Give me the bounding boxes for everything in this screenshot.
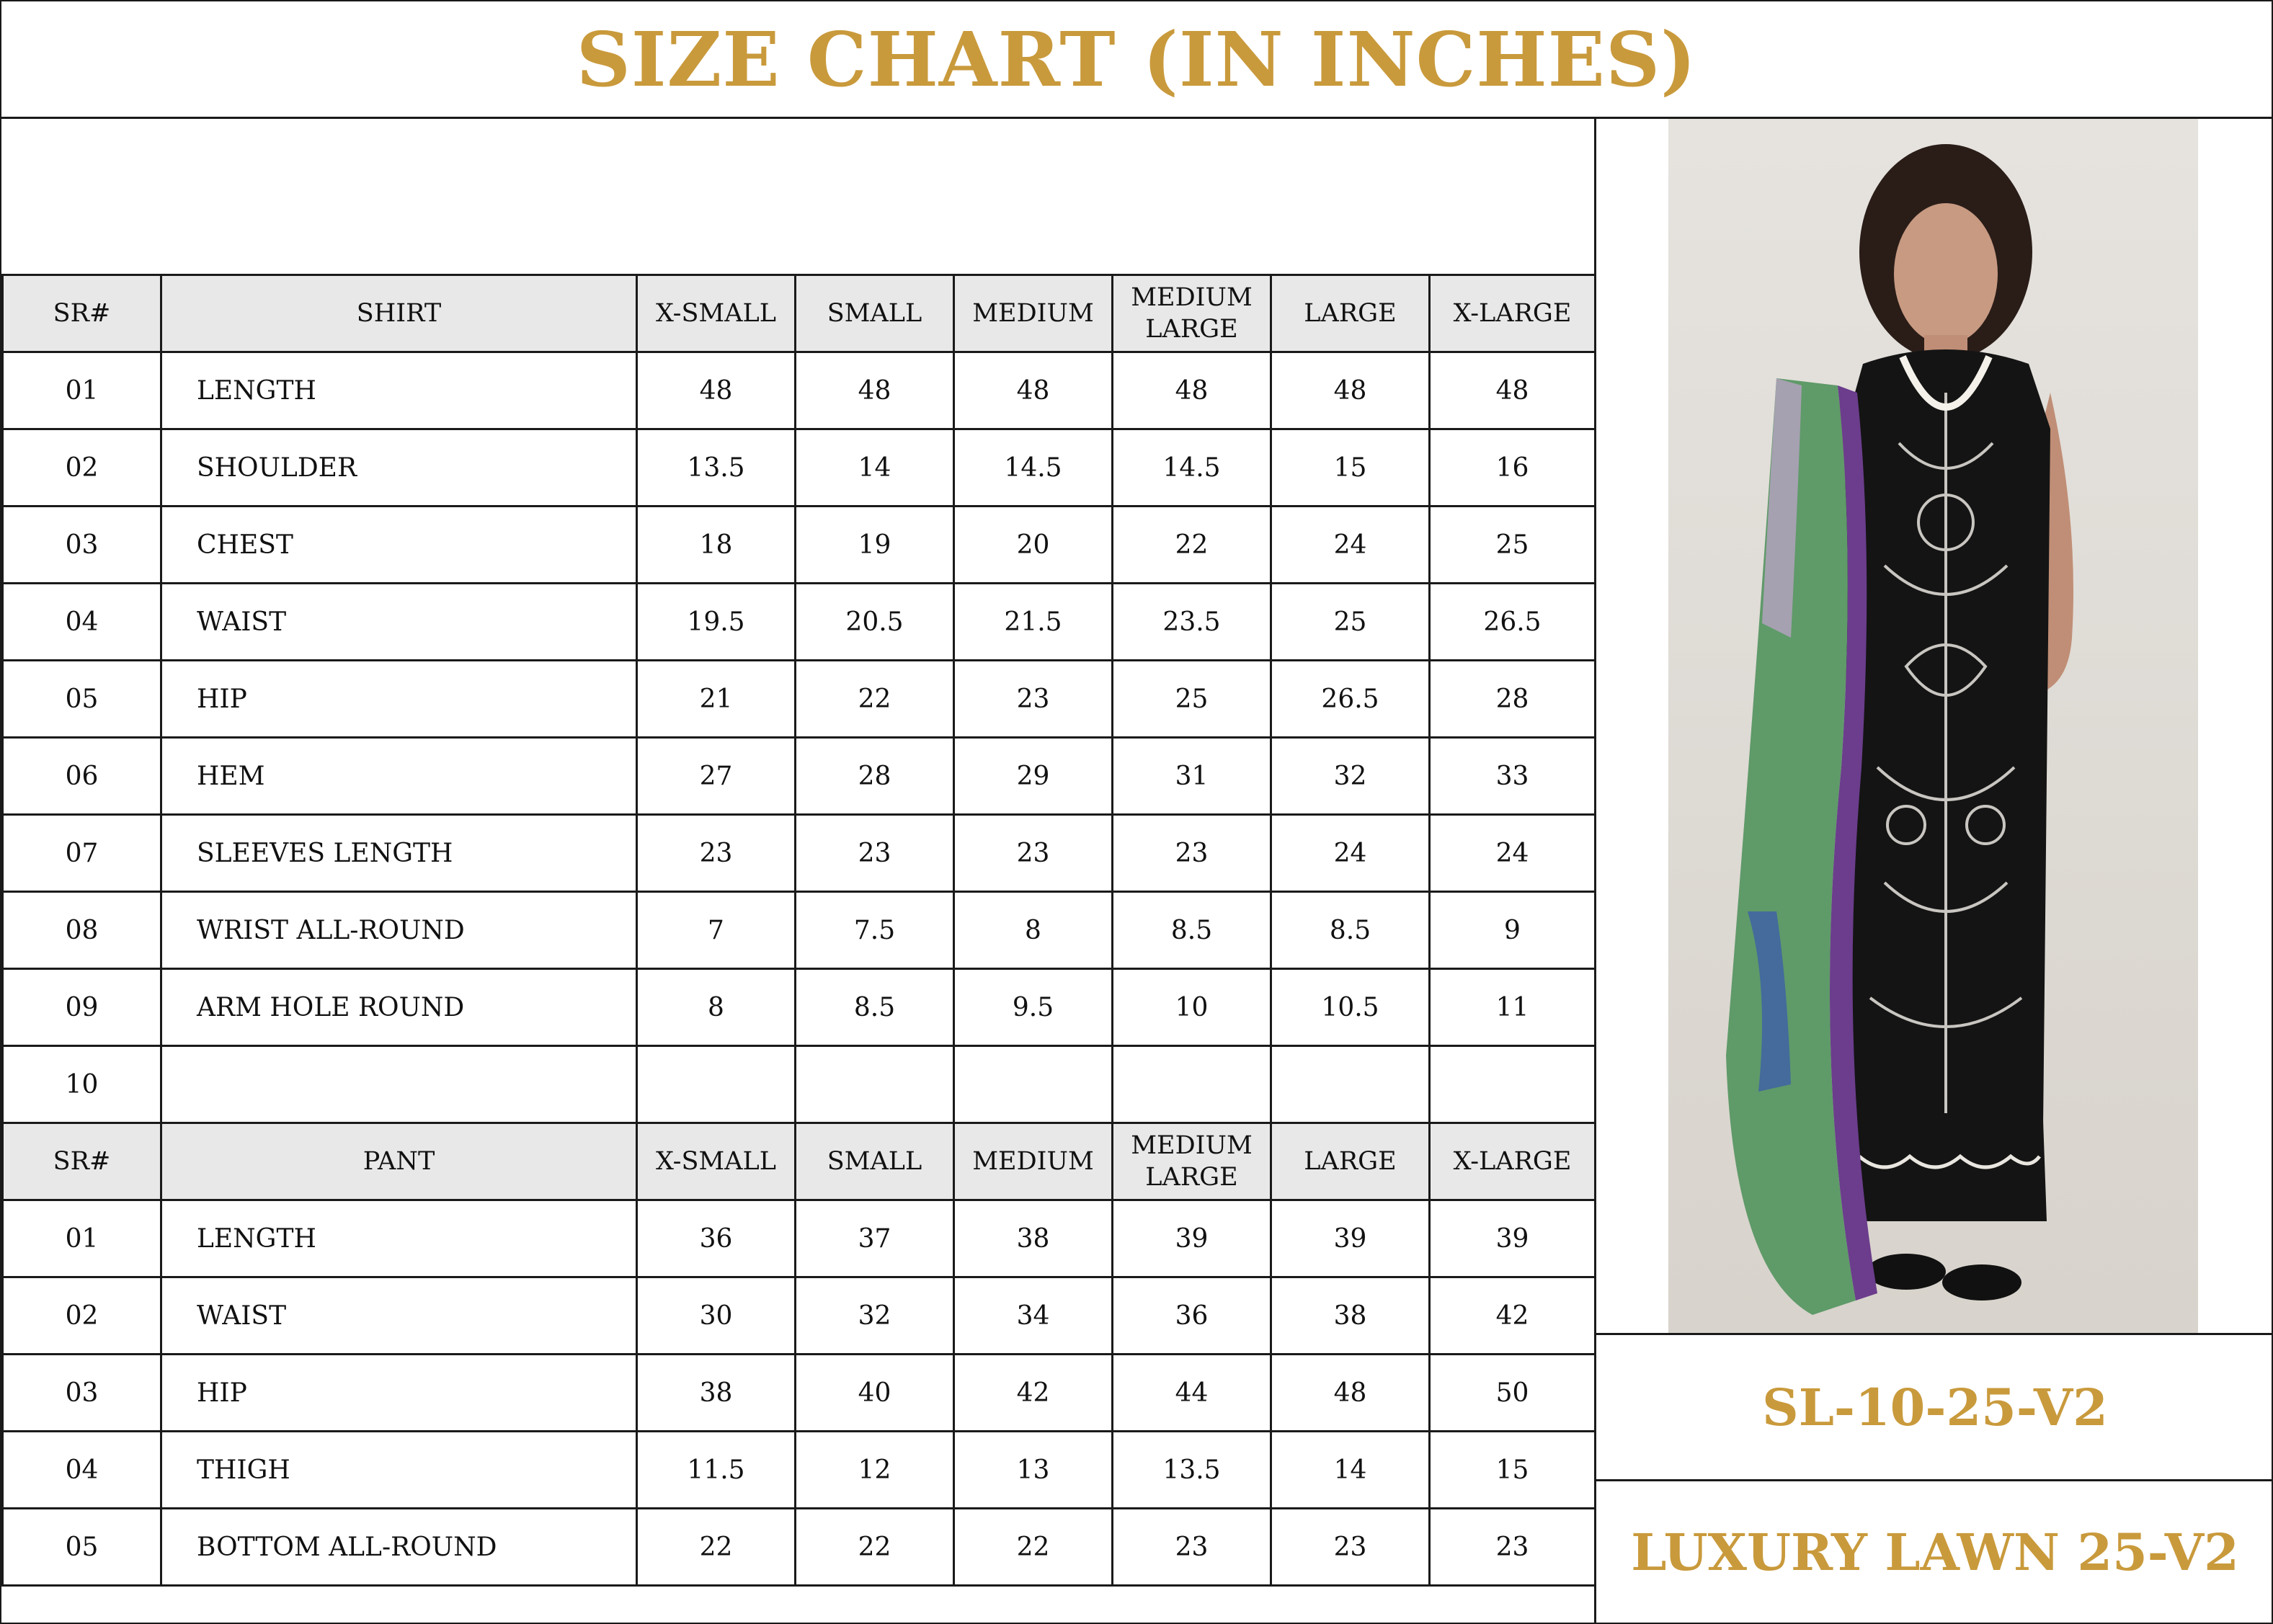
measurement-value: 42 bbox=[1430, 1277, 1596, 1355]
measurement-value: 8.5 bbox=[796, 969, 954, 1046]
measurement-value: 14.5 bbox=[1113, 429, 1271, 507]
row-number: 01 bbox=[3, 1200, 161, 1277]
measurement-value bbox=[1271, 1046, 1430, 1123]
measurement-value: 48 bbox=[1271, 1355, 1430, 1432]
measurement-name: HIP bbox=[161, 661, 637, 738]
page-title: SIZE CHART (IN INCHES) bbox=[1, 1, 2272, 119]
row-number: 09 bbox=[3, 969, 161, 1046]
measurement-value: 22 bbox=[954, 1509, 1113, 1586]
size-header: MEDIUM bbox=[954, 1123, 1113, 1200]
shirt-header-row bbox=[3, 275, 1596, 352]
size-header: MEDIUM bbox=[954, 275, 1113, 352]
product-photo-area bbox=[1596, 119, 2273, 1335]
measurement-value: 48 bbox=[1430, 352, 1596, 429]
measurement-value: 26.5 bbox=[1271, 661, 1430, 738]
measurement-value: 8 bbox=[954, 892, 1113, 969]
measurement-value: 40 bbox=[796, 1355, 954, 1432]
measurement-value: 10 bbox=[1113, 969, 1271, 1046]
measurement-name: CHEST bbox=[161, 507, 637, 584]
row-number: 05 bbox=[3, 661, 161, 738]
measurement-name: WAIST bbox=[161, 1277, 637, 1355]
measurement-name: WRIST ALL-ROUND bbox=[161, 892, 637, 969]
measurement-value: 18 bbox=[637, 507, 796, 584]
measurement-value: 25 bbox=[1271, 584, 1430, 661]
measurement-value: 33 bbox=[1430, 738, 1596, 815]
blank-area bbox=[1, 119, 1594, 276]
row-number: 08 bbox=[3, 892, 161, 969]
measurement-name: WAIST bbox=[161, 584, 637, 661]
size-header: SMALL bbox=[796, 275, 954, 352]
measurement-value: 39 bbox=[1271, 1200, 1430, 1277]
product-code: SL-10-25-V2 bbox=[1596, 1335, 2273, 1481]
measurement-value: 8.5 bbox=[1271, 892, 1430, 969]
shirt-section-header: SHIRT bbox=[161, 275, 637, 352]
measurement-value: 48 bbox=[1271, 352, 1430, 429]
measurement-value: 48 bbox=[1113, 352, 1271, 429]
measurement-value: 30 bbox=[637, 1277, 796, 1355]
table-row bbox=[3, 1200, 1596, 1277]
measurement-value: 39 bbox=[1113, 1200, 1271, 1277]
measurement-value: 7.5 bbox=[796, 892, 954, 969]
measurement-value: 28 bbox=[1430, 661, 1596, 738]
row-number: 04 bbox=[3, 1432, 161, 1509]
measurement-name: THIGH bbox=[161, 1432, 637, 1509]
measurement-name bbox=[161, 1046, 637, 1123]
measurement-name: LENGTH bbox=[161, 1200, 637, 1277]
sr-header: SR# bbox=[3, 275, 161, 352]
measurement-value: 50 bbox=[1430, 1355, 1596, 1432]
measurement-value: 23 bbox=[954, 815, 1113, 892]
measurement-value: 22 bbox=[796, 661, 954, 738]
measurement-value: 42 bbox=[954, 1355, 1113, 1432]
measurement-value: 24 bbox=[1271, 507, 1430, 584]
measurement-value: 21.5 bbox=[954, 584, 1113, 661]
measurement-value: 36 bbox=[1113, 1277, 1271, 1355]
row-number: 06 bbox=[3, 738, 161, 815]
size-header: MEDIUM LARGE bbox=[1113, 1123, 1271, 1200]
size-chart-body bbox=[3, 275, 1596, 1586]
row-number: 02 bbox=[3, 429, 161, 507]
measurement-value: 23 bbox=[796, 815, 954, 892]
measurement-value: 14 bbox=[796, 429, 954, 507]
pant-header-row bbox=[3, 1123, 1596, 1200]
measurement-value: 19 bbox=[796, 507, 954, 584]
table-row bbox=[3, 584, 1596, 661]
size-header: SMALL bbox=[796, 1123, 954, 1200]
measurement-value: 36 bbox=[637, 1200, 796, 1277]
measurement-value: 26.5 bbox=[1430, 584, 1596, 661]
measurement-value: 31 bbox=[1113, 738, 1271, 815]
measurement-value: 22 bbox=[1113, 507, 1271, 584]
measurement-value: 11 bbox=[1430, 969, 1596, 1046]
measurement-value: 16 bbox=[1430, 429, 1596, 507]
measurement-value: 11.5 bbox=[637, 1432, 796, 1509]
measurement-value: 23 bbox=[1113, 1509, 1271, 1586]
measurement-value bbox=[1430, 1046, 1596, 1123]
table-row bbox=[3, 815, 1596, 892]
size-header: X-LARGE bbox=[1430, 275, 1596, 352]
pant-section-header: PANT bbox=[161, 1123, 637, 1200]
measurement-value: 9 bbox=[1430, 892, 1596, 969]
measurement-name: HEM bbox=[161, 738, 637, 815]
sr-header: SR# bbox=[3, 1123, 161, 1200]
measurement-value: 9.5 bbox=[954, 969, 1113, 1046]
row-number: 10 bbox=[3, 1046, 161, 1123]
measurement-value: 20.5 bbox=[796, 584, 954, 661]
measurement-value: 23.5 bbox=[1113, 584, 1271, 661]
measurement-value: 25 bbox=[1113, 661, 1271, 738]
size-header: X-LARGE bbox=[1430, 1123, 1596, 1200]
size-chart-table bbox=[1, 274, 1596, 1587]
row-number: 04 bbox=[3, 584, 161, 661]
measurement-value: 19.5 bbox=[637, 584, 796, 661]
measurement-value: 23 bbox=[1113, 815, 1271, 892]
table-row bbox=[3, 1355, 1596, 1432]
measurement-value: 24 bbox=[1430, 815, 1596, 892]
measurement-value: 27 bbox=[637, 738, 796, 815]
table-row bbox=[3, 1509, 1596, 1586]
measurement-value: 38 bbox=[637, 1355, 796, 1432]
measurement-value: 13 bbox=[954, 1432, 1113, 1509]
size-header: LARGE bbox=[1271, 275, 1430, 352]
measurement-value bbox=[1113, 1046, 1271, 1123]
measurement-value: 14.5 bbox=[954, 429, 1113, 507]
measurement-value: 15 bbox=[1271, 429, 1430, 507]
row-number: 01 bbox=[3, 352, 161, 429]
size-header: MEDIUM LARGE bbox=[1113, 275, 1271, 352]
row-number: 02 bbox=[3, 1277, 161, 1355]
measurement-value: 48 bbox=[796, 352, 954, 429]
measurement-value: 20 bbox=[954, 507, 1113, 584]
measurement-value: 23 bbox=[637, 815, 796, 892]
measurement-value: 22 bbox=[637, 1509, 796, 1586]
measurement-value: 13.5 bbox=[1113, 1432, 1271, 1509]
measurement-value: 14 bbox=[1271, 1432, 1430, 1509]
measurement-value: 22 bbox=[796, 1509, 954, 1586]
measurement-name: LENGTH bbox=[161, 352, 637, 429]
product-panel bbox=[1594, 119, 2273, 1623]
table-row bbox=[3, 352, 1596, 429]
measurement-name: SLEEVES LENGTH bbox=[161, 815, 637, 892]
table-row bbox=[3, 738, 1596, 815]
size-header: X-SMALL bbox=[637, 1123, 796, 1200]
table-row bbox=[3, 969, 1596, 1046]
measurement-value: 32 bbox=[1271, 738, 1430, 815]
table-row bbox=[3, 507, 1596, 584]
table-row bbox=[3, 1432, 1596, 1509]
size-header: LARGE bbox=[1271, 1123, 1430, 1200]
measurement-value: 24 bbox=[1271, 815, 1430, 892]
measurement-value bbox=[954, 1046, 1113, 1123]
measurement-value: 23 bbox=[954, 661, 1113, 738]
table-row bbox=[3, 661, 1596, 738]
measurement-name: BOTTOM ALL-ROUND bbox=[161, 1509, 637, 1586]
measurement-value: 32 bbox=[796, 1277, 954, 1355]
measurement-value: 23 bbox=[1430, 1509, 1596, 1586]
size-header: X-SMALL bbox=[637, 275, 796, 352]
row-number: 03 bbox=[3, 1355, 161, 1432]
measurement-name: HIP bbox=[161, 1355, 637, 1432]
measurement-name: ARM HOLE ROUND bbox=[161, 969, 637, 1046]
product-photo bbox=[1668, 119, 2198, 1333]
row-number: 03 bbox=[3, 507, 161, 584]
measurement-value: 38 bbox=[954, 1200, 1113, 1277]
table-row bbox=[3, 892, 1596, 969]
row-number: 05 bbox=[3, 1509, 161, 1586]
measurement-value: 21 bbox=[637, 661, 796, 738]
table-row bbox=[3, 1277, 1596, 1355]
measurement-value: 13.5 bbox=[637, 429, 796, 507]
measurement-value: 28 bbox=[796, 738, 954, 815]
collection-name: LUXURY LAWN 25-V2 bbox=[1631, 1522, 2239, 1582]
table-row bbox=[3, 1046, 1596, 1123]
row-number: 07 bbox=[3, 815, 161, 892]
measurement-value: 8 bbox=[637, 969, 796, 1046]
measurement-value: 34 bbox=[954, 1277, 1113, 1355]
measurement-value: 23 bbox=[1271, 1509, 1430, 1586]
measurement-value: 38 bbox=[1271, 1277, 1430, 1355]
measurement-value: 7 bbox=[637, 892, 796, 969]
measurement-value: 39 bbox=[1430, 1200, 1596, 1277]
measurement-value: 25 bbox=[1430, 507, 1596, 584]
table-row bbox=[3, 429, 1596, 507]
measurement-value bbox=[796, 1046, 954, 1123]
measurement-value: 15 bbox=[1430, 1432, 1596, 1509]
measurement-value: 8.5 bbox=[1113, 892, 1271, 969]
measurement-value: 29 bbox=[954, 738, 1113, 815]
model-figure-illustration bbox=[1668, 119, 2198, 1333]
measurement-value bbox=[637, 1046, 796, 1123]
measurement-value: 10.5 bbox=[1271, 969, 1430, 1046]
measurement-value: 37 bbox=[796, 1200, 954, 1277]
measurement-value: 48 bbox=[637, 352, 796, 429]
measurement-value: 44 bbox=[1113, 1355, 1271, 1432]
measurement-name: SHOULDER bbox=[161, 429, 637, 507]
measurement-value: 48 bbox=[954, 352, 1113, 429]
measurement-value: 12 bbox=[796, 1432, 954, 1509]
